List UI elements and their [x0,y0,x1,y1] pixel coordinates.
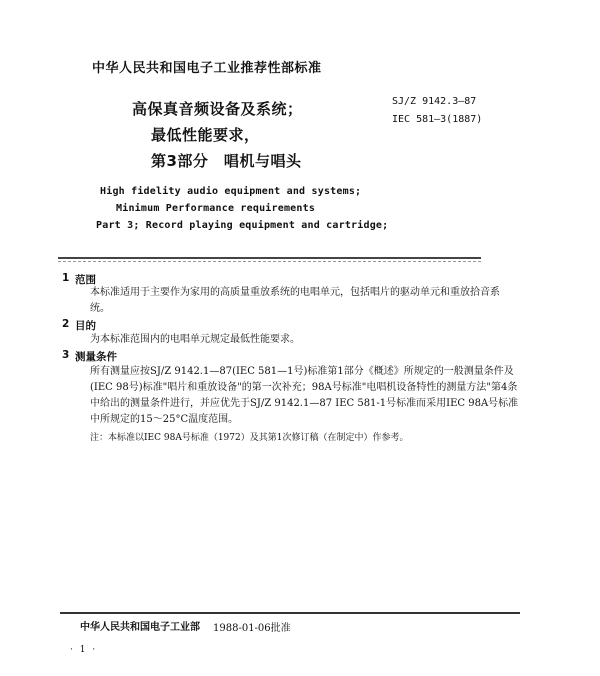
section-3-note: 注：本标准以IEC 98A号标准（1972）及其第1次修订稿（在制定中）作参考。 [90,433,409,443]
section-2-heading: 目的 [75,320,96,332]
section-1-number: 1 [62,272,70,284]
page-number: · 1 · [70,645,98,655]
title-en-line-1: High fidelity audio equipment and systems; [100,186,362,197]
section-1-body: 本标准适用于主要作为家用的高质量重放系统的电唱单元，包括唱片的驱动单元和重放拾音系统。 [90,287,500,314]
iec-code: IEC 581—3(1887) [392,114,483,125]
footer-approval-date: 1988-01-06批准 [213,623,291,634]
title-cn-line-2: 最低性能要求， [151,126,260,144]
standard-code: SJ/Z 9142.3—87 [392,96,477,107]
section-3-number: 3 [62,349,70,361]
header-divider-secondary [58,261,481,262]
section-2-body: 为本标准范围内的电唱单元规定最低性能要求。 [90,334,300,345]
header-divider [58,257,481,259]
footer-divider [60,612,520,614]
title-en-line-3: Part 3; Record playing equipment and cartridge; [96,220,389,231]
title-cn-line-1: 高保真音频设备及系统； [132,100,303,118]
title-cn-line-3: 第3部分 唱机与唱头 [151,152,302,170]
issuing-org-line: 中华人民共和国电子工业推荐性部标准 [92,61,322,76]
section-1-heading: 范围 [75,274,96,286]
title-en-line-2: Minimum Performance requirements [116,203,316,214]
section-3-heading: 测量条件 [75,351,117,363]
section-3-body: 所有测量应按SJ/Z 9142.1—87(IEC 581—1号)标准第1部分《概述》所规定的一般测量条件及(IEC 98号)标准"唱片和重放设备"的第一次补充；98A号标准"电唱机设备特性的测量方法"第4条中给出的测量条件进行，并应优先于SJ/Z 9142.1—87 IEC 581-1号标准而采用IEC 98A号标准中所规定的15～25°C温度范围。 [90,366,519,425]
footer-issuer: 中华人民共和国电子工业部 [80,622,200,633]
section-2-number: 2 [62,318,70,330]
